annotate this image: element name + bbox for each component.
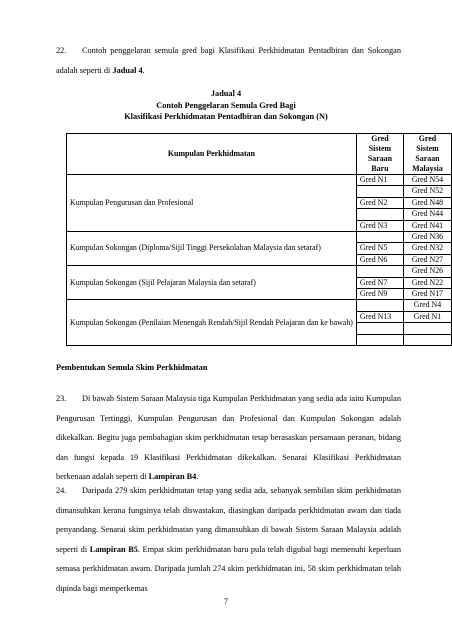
table-row: Gred N6 Gred N27 [67,254,452,265]
table-row: Gred N52 [67,186,452,197]
group-label: Kumpulan Sokongan (Penilaian Menengah Rendah/Sijil Rendah Pelajaran dan ke bawah) [67,300,357,346]
section-heading: Pembentukan Semula Skim Perkhidmatan [56,363,208,372]
group-label: Kumpulan Sokongan (Sijil Pelajaran Malaysia dan setaraf) [67,266,357,300]
table-header-row [67,134,452,175]
table-row: Gred N9 Gred N17 [67,289,452,300]
paragraph-number: 24. [56,486,67,495]
group-label: Kumpulan Sokongan (Diploma/Sijil Tinggi Persekolahan Malaysia dan setaraf) [67,232,357,266]
table-row: Gred N13 Gred N1 [67,311,452,322]
appendix-reference: Lampiran B5 [89,544,138,554]
table-row: Kumpulan Sokongan (Penilaian Menengah Rendah/Sijil Rendah Pelajaran dan ke bawah) Gred N4 [67,300,452,311]
paragraph-22: 22. Contoh penggelaran semula gred bagi Klasifikasi Perkhidmatan Pentadbiran dan Sokongan adalah seperti di Jadual 4. [56,41,401,80]
paragraph-number: 22. [56,46,67,55]
table-row: Kumpulan Sokongan (Diploma/Sijil Tinggi Persekolahan Malaysia dan setaraf) Gred N36 [67,232,452,243]
page-number: 7 [223,597,229,606]
paragraph-24: 24. Daripada 279 skim perkhidmatan tetap yang sedia ada, sebanyak sembilan skim perkhidmatan dimansuhkan kerana fungsinya telah diswastakan, diasingkan daripada perkhidmatan awam dan tiada penyandang. Senarai skim perkhidmatan yang dimansuhkan di bawah Sistem Saraan Malaysia adalah seperti di Lampiran B5. Empat skim perkhidmatan baru pula telah digubal bagi memenuhi keperluan semasa perkhidmatan awam. Daripada jumlah 274 skim perkhidmatan ini, 58 skim perkhidmatan telah dipinda bagi memperkemas [56,481,401,598]
header-gred-baru: Gred Sistem Saraan Baru [356,134,403,175]
header-kumpulan: Kumpulan Perkhidmatan [67,134,357,175]
appendix-reference: Lampiran B4 [148,472,197,481]
table-row: Gred N44 [67,209,452,220]
grade-table [66,133,452,346]
table-row: Kumpulan Sokongan (Sijil Pelajaran Malaysia dan setaraf) Gred N26 [67,266,452,277]
group-label: Kumpulan Pengurusan dan Profesional [67,175,357,232]
table-row: Gred N3 Gred N41 [67,220,452,231]
header-gred-ssm: Gred Sistem Saraan Malaysia [403,134,451,175]
paragraph-number: 23. [56,394,67,403]
table-reference: Jadual 4 [112,65,143,75]
table-row: Gred N2 Gred N48 [67,197,452,208]
table-caption: Jadual 4 Contoh Penggelaran Semula Gred Bagi Klasifikasi Perkhidmatan Pentadbiran dan Sokongan (N) [124,89,328,121]
table-row: Gred N5 Gred N32 [67,243,452,254]
paragraph-23: 23. Di bawah Sistem Saraan Malaysia tiga Kumpulan Perkhidmatan yang sedia ada iaitu Kumpulan Pengurusan Tertinggi, Kumpulan Pengurusan dan Profesional dan Kumpulan Sokongan adalah dikekalkan. Begitu juga pembahagian skim perkhidmatan tetap berasaskan persamaan peranan, bidang dan fungsi kepada 19 Klasifikasi Perkhidmatan dikekalkan. Senarai Klasifikasi Perkhidmatan berkenaan adalah seperti di Lampiran B4. [56,389,401,487]
table-row: Kumpulan Pengurusan dan Profesional Gred N1 Gred N54 [67,175,452,186]
table-row: Gred N7 Gred N22 [67,277,452,288]
